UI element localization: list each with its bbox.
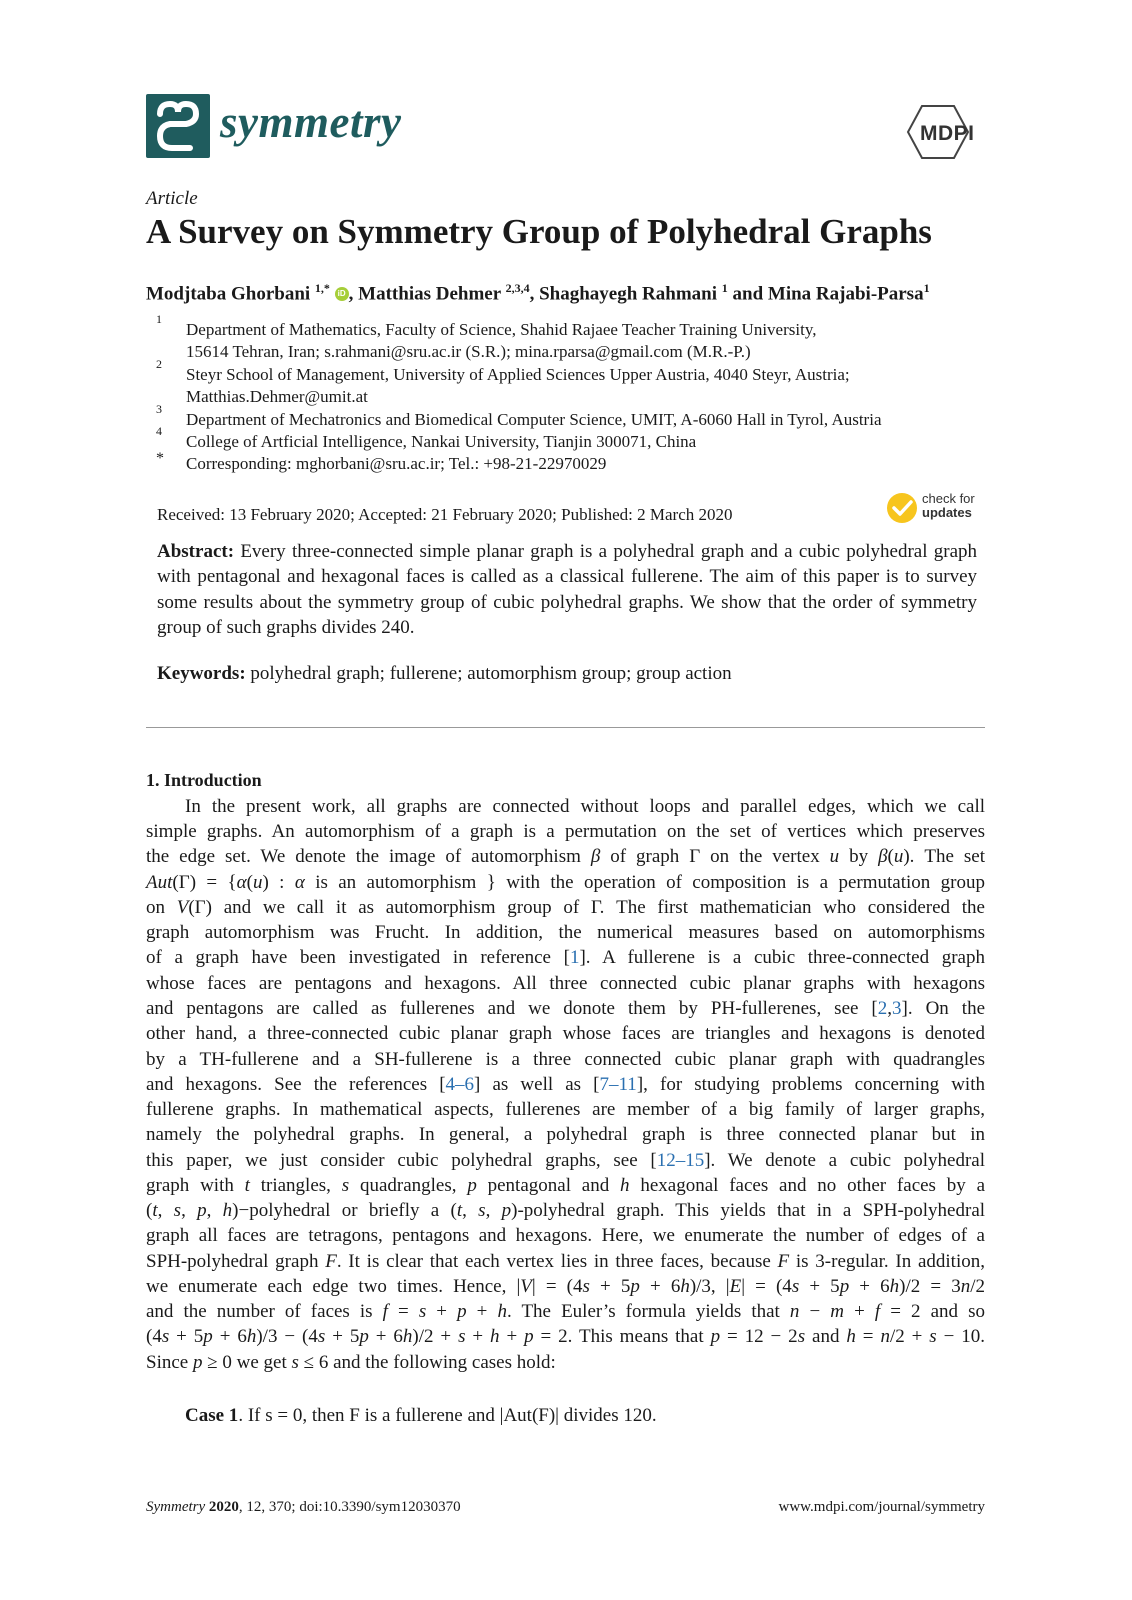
body-line: on V(Γ) and we call it as automorphism group of Γ. The first mathematician who considered the	[146, 897, 985, 918]
body-line: graph all faces are tetragons, pentagons and hexagons. Here, we enumerate the number of edges of a	[146, 1225, 985, 1246]
affiliation	[186, 453, 966, 475]
author-name: Shaghayegh Rahmani	[539, 283, 717, 305]
check-for-updates-icon[interactable]	[886, 492, 918, 529]
affiliation-line: Department of Mathematics, Faculty of Science, Shahid Rajaee Teacher Training University,	[186, 320, 817, 339]
footer-citation	[146, 1499, 461, 1516]
body-line: (t, s, p, h)−polyhedral or briefly a (t, s, p)-polyhedral graph. This yields that in a SPH-polyhedral	[146, 1200, 986, 1221]
author-name: Mina Rajabi-Parsa	[767, 283, 924, 305]
author-name: Modjtaba Ghorbani	[146, 283, 311, 305]
citation-link[interactable]: 3	[892, 998, 902, 1019]
affiliation-number: 1	[156, 312, 162, 326]
abstract	[157, 539, 977, 640]
citation-link[interactable]: 12–15	[656, 1150, 705, 1171]
affiliation-line: Matthias.Dehmer@umit.at	[186, 387, 368, 406]
affiliation-number: 2	[156, 357, 162, 371]
journal-name: symmetry	[220, 97, 402, 147]
case-statement	[185, 1405, 657, 1427]
affiliation-line: 15614 Tehran, Iran; s.rahmani@sru.ac.ir (S.R.); mina.rparsa@gmail.com (M.R.-P.)	[186, 342, 751, 361]
abstract-label: Abstract:	[157, 541, 235, 562]
affiliation-line: Steyr School of Management, University of Applied Sciences Upper Austria, 4040 Steyr, Austria;	[186, 365, 850, 384]
affiliation-number: 3	[156, 402, 162, 416]
keywords-label: Keywords:	[157, 663, 246, 684]
keywords	[157, 661, 977, 686]
body-line: Since p ≥ 0 we get s ≤ 6 and the following cases hold:	[146, 1352, 556, 1373]
body-line: of a graph have been investigated in reference [1]. A fullerene is a cubic three-connected graph	[146, 947, 985, 968]
article-title: A Survey on Symmetry Group of Polyhedral Graphs	[146, 212, 932, 251]
affiliation-number: 4	[156, 424, 162, 438]
case-label: Case 1	[185, 1405, 239, 1426]
affiliation	[186, 409, 966, 431]
citation-link[interactable]: 1	[569, 947, 580, 968]
body-line: and hexagons. See the references [4–6] as well as [7–11], for studying problems concerning with	[146, 1074, 985, 1095]
citation-link[interactable]: 4–6	[445, 1074, 475, 1095]
keywords-text: polyhedral graph; fullerene; automorphism group; group action	[250, 663, 732, 684]
body-line: namely the polyhedral graphs. In general, a polyhedral graph is three connected planar but in	[146, 1124, 985, 1145]
author-affiliation-sup: 1	[721, 281, 728, 295]
footer-citation-rest: , 12, 370; doi:10.3390/sym12030370	[238, 1499, 461, 1515]
journal-logo	[146, 94, 210, 158]
publication-dates: Received: 13 February 2020; Accepted: 21 February 2020; Published: 2 March 2020	[157, 505, 733, 524]
affiliation-line: Corresponding: mghorbani@sru.ac.ir; Tel.: +98-21-22970029	[186, 454, 607, 473]
divider	[146, 727, 985, 728]
citation-link[interactable]: 7–11	[599, 1074, 637, 1095]
body-line: graph automorphism was Frucht. In addition, the numerical measures based on automorphisms	[146, 922, 985, 943]
check-for-updates-label[interactable]: check for	[922, 491, 975, 506]
affiliation	[186, 431, 966, 453]
author-name: Matthias Dehmer	[358, 283, 501, 305]
citation-link[interactable]: 2	[877, 998, 888, 1019]
publisher-name: MDPI	[920, 122, 975, 145]
body-line: In the present work, all graphs are connected without loops and parallel edges, which we call	[185, 796, 985, 817]
body-line: whose faces are pentagons and hexagons. All three connected cubic planar graphs with hexagons	[146, 973, 985, 994]
body-line: simple graphs. An automorphism of a graph is a permutation on the set of vertices which preserves	[146, 821, 985, 842]
orcid-icon[interactable]: iD	[335, 287, 349, 301]
body-line: fullerene graphs. In mathematical aspects, fullerenes are member of a big family of larger graphs,	[146, 1099, 985, 1120]
author-list: Modjtaba Ghorbani $^{1,*}$ iD , Matthias Dehmer $^{2,3,4}$, Shaghayegh Rahmani $^1$ and Mina Rajabi-Parsa$^1$	[146, 281, 930, 305]
affiliation	[186, 364, 966, 408]
section-heading: 1. Introduction	[146, 770, 262, 790]
affiliation-number: *	[156, 450, 164, 467]
article-type: Article	[146, 188, 198, 209]
body-line: and the number of faces is f = s + p + h. The Euler’s formula yields that n − m + f = 2 and so	[146, 1301, 986, 1322]
affiliation-line: College of Artficial Intelligence, Nankai University, Tianjin 300071, China	[186, 432, 697, 451]
footer-url[interactable]: www.mdpi.com/journal/symmetry	[778, 1499, 985, 1515]
body-line: this paper, we just consider cubic polyhedral graphs, see [12–15]. We denote a cubic polyhedral	[146, 1150, 985, 1171]
footer-journal: Symmetry	[146, 1499, 206, 1515]
body-line: SPH-polyhedral graph F. It is clear that each vertex lies in three faces, because F is 3-regular. In addition,	[146, 1251, 985, 1272]
body-line: graph with t triangles, s quadrangles, p pentagonal and h hexagonal faces and no other faces by a	[146, 1175, 985, 1196]
author-affiliation-sup: 1	[923, 281, 930, 295]
body-line: (4s + 5p + 6h)/3 − (4s + 5p + 6h)/2 + s + h + p = 2. This means that p = 12 − 2s and h = n/2 + s − 10.	[146, 1326, 985, 1347]
body-line: by a TH-fullerene and a SH-fullerene is a three connected cubic planar graph with quadrangles	[146, 1049, 985, 1070]
author-affiliation-sup: 2,3,4	[505, 281, 530, 295]
author-affiliation-sup: 1,*	[314, 281, 330, 295]
body-line: the edge set. We denote the image of automorphism β of graph Γ on the vertex u by β(u). The set	[146, 846, 985, 867]
abstract-text: Every three-connected simple planar graph is a polyhedral graph and a cubic polyhedral graph with pentagonal and hexagonal faces is called as a classical fullerene. The aim of this paper is to survey some results about the symmetry group of cubic polyhedral graphs. We show that the order of symmetry group of such graphs divides 240.	[157, 541, 978, 638]
body-line: we enumerate each edge two times. Hence, |V| = (4s + 5p + 6h)/3, |E| = (4s + 5p + 6h)/2 = 3n/2	[146, 1276, 986, 1297]
affiliation	[186, 319, 966, 363]
body-line: Aut(Γ) = {α(u) : α is an automorphism } with the operation of composition is a permutation group	[146, 872, 986, 893]
footer-year: 2020	[208, 1499, 239, 1515]
affiliation-line: Department of Mechatronics and Biomedical Computer Science, UMIT, A-6060 Hall in Tyrol, Austria	[186, 410, 882, 429]
body-line: other hand, a three-connected cubic planar graph whose faces are triangles and hexagons is denoted	[146, 1023, 985, 1044]
body-line: and pentagons are called as fullerenes and we donote them by PH-fullerenes, see [2,3]. On the	[146, 998, 986, 1019]
case-text: . If s = 0, then F is a fullerene and |Aut(F)| divides 120.	[238, 1405, 657, 1426]
check-for-updates-label-bold[interactable]: updates	[922, 505, 972, 520]
